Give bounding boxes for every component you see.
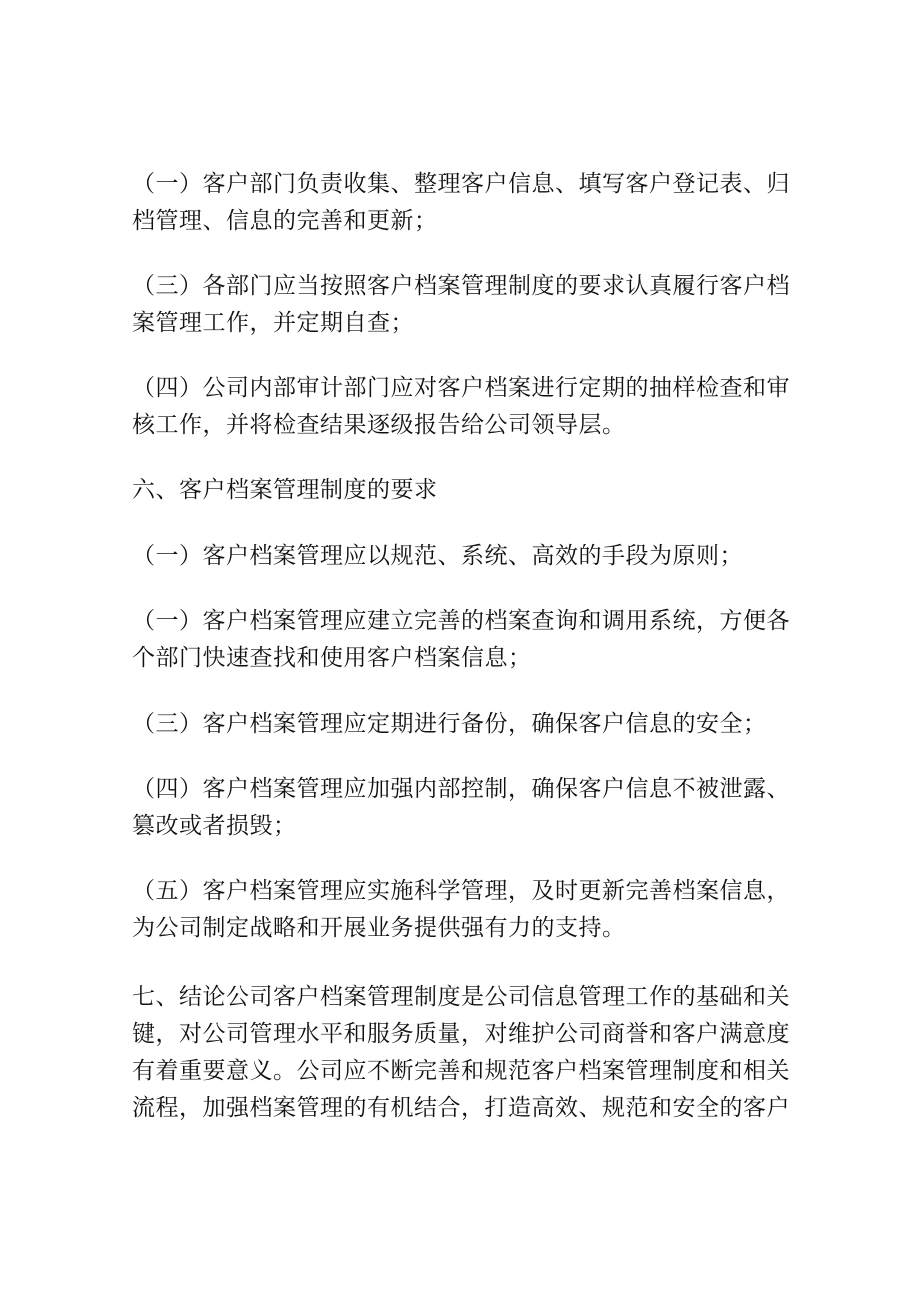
text-line: （三）客户档案管理应定期进行备份，确保客户信息的安全； [132,711,767,737]
paragraph-requirement-scientific-management [132,873,802,947]
text-line: （四）客户档案管理应加强内部控制，确保客户信息不被泄露、 [132,776,790,802]
text-line: 篡改或者损毁； [132,813,297,839]
text-line: 流程，加强档案管理的有机结合，打造高效、规范和安全的客户 [132,1095,790,1121]
paragraph-requirement-internal-control [132,771,802,845]
text-line: 键，对公司管理水平和服务质量，对维护公司商誉和客户满意度 [132,1021,790,1047]
section-conclusion-seven [132,979,802,1127]
paragraph-internal-audit [132,370,802,444]
text-line: （三）各部门应当按照客户档案管理制度的要求认真履行客户档 [132,273,790,299]
text-line: 档管理、信息的完善和更新； [132,208,438,234]
text-line: 核工作，并将检查结果逐级报告给公司领导层。 [132,412,626,438]
text-line: 七、结论公司客户档案管理制度是公司信息管理工作的基础和关 [132,984,790,1010]
text-line: 案管理工作，并定期自查； [132,310,414,336]
text-line: （一）客户档案管理应建立完善的档案查询和调用系统，方便各 [132,608,790,634]
paragraph-requirement-backup [132,706,802,743]
text-line: （一）客户部门负责收集、整理客户信息、填写客户登记表、归 [132,171,790,197]
paragraph-departments-duties [132,268,802,342]
heading-text: 六、客户档案管理制度的要求 [132,477,438,503]
section-heading-six [132,472,802,509]
paragraph-customer-dept-duties [132,166,802,240]
text-line: （五）客户档案管理应实施科学管理，及时更新完善档案信息， [132,878,790,904]
paragraph-requirement-query-system [132,603,802,677]
text-line: 有着重要意义。公司应不断完善和规范客户档案管理制度和相关 [132,1058,790,1084]
text-line: （四）公司内部审计部门应对客户档案进行定期的抽样检查和审 [132,375,790,401]
text-line: 个部门快速查找和使用客户档案信息； [132,645,532,671]
text-line: （一）客户档案管理应以规范、系统、高效的手段为原则； [132,543,743,569]
text-line: 为公司制定战略和开展业务提供强有力的支持。 [132,915,626,941]
paragraph-requirement-principle [132,538,802,575]
